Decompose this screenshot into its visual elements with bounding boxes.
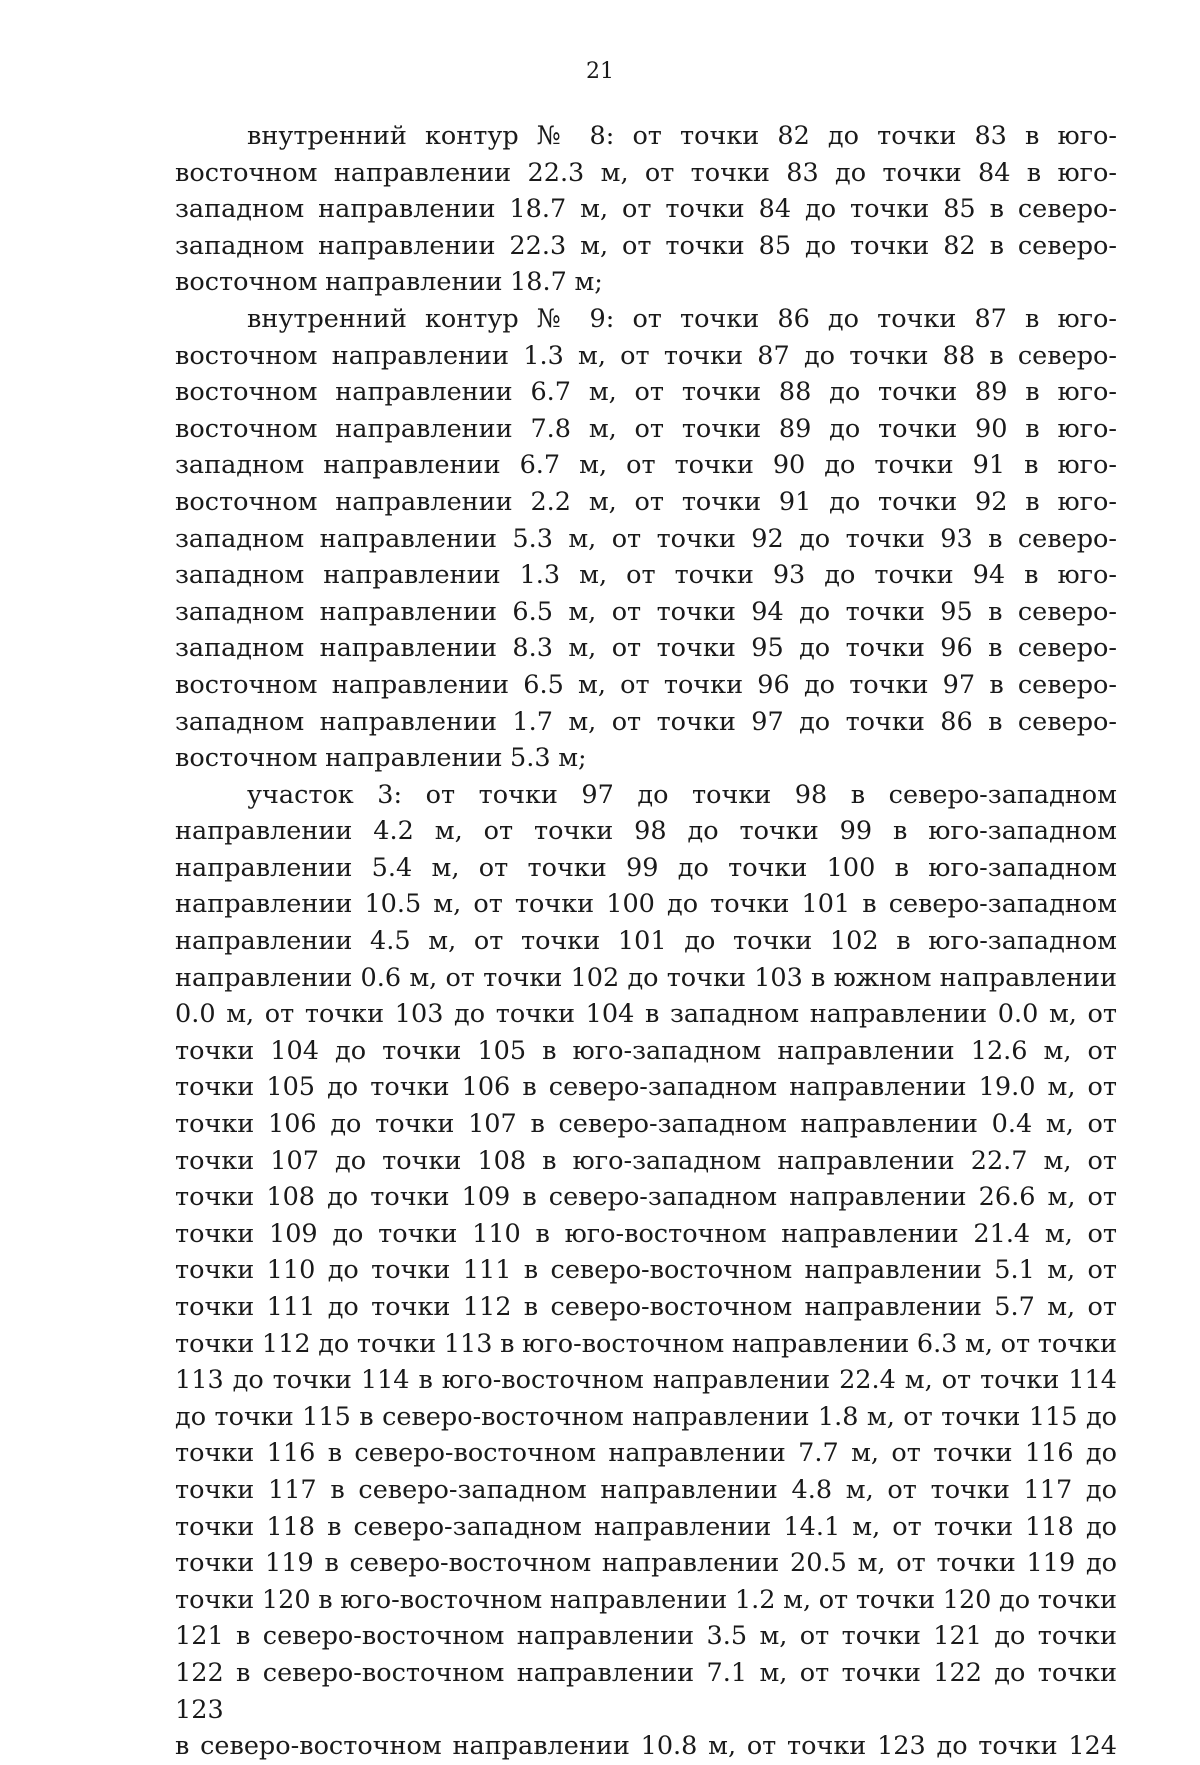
paragraph-inner-contour-8: внутренний контур № 8: от точки 82 до точки 83 в юго-восточном направлении 22.3 м, от точки 83 до точки 84 в юго-западном направлении 18.7 м, от точки 84 до точки 85 в северо-западном направлении 22.3 м, от точки 85 до точки 82 в северо-восточном направлении 18.7 м; [175,121,1117,298]
paragraph-inner-contour-9: внутренний контур № 9: от точки 86 до точки 87 в юго-восточном направлении 1.3 м, от точки 87 до точки 88 в северо-восточном направлении 6.7 м, от точки 88 до точки 89 в юго-восточном направлении 7.8 м, от точки 89 до точки 90 в юго-западном направлении 6.7 м, от точки 90 до точки 91 в юго-восточном направлении 2.2 м, от точки 91 до точки 92 в юго-западном направлении 5.3 м, от точки 92 до точки 93 в северо-западном направлении 1.3 м, от точки 93 до точки 94 в юго-западном направлении 6.5 м, от точки 94 до точки 95 в северо-западном направлении 8.3 м, от точки 95 до точки 96 в северо-восточном направлении 6.5 м, от точки 96 до точки 97 в северо-западном направлении 1.7 м, от точки 97 до точки 86 в северо-восточном направлении 5.3 м; [175,303,1117,774]
paragraph-section-3: участок 3: от точки 97 до точки 98 в северо-западном направлении 4.2 м, от точки 98 до точки 99 в юго-западном направлении 5.4 м, от точки 99 до точки 100 в юго-западном направлении 10.5 м, от точки 100 до точки 101 в северо-западном направлении 4.5 м, от точки 101 до точки 102 в юго-западном направлении 0.6 м, от точки 102 до точки 103 в южном направлении 0.0 м, от точки 103 до точки 104 в западном направлении 0.0 м, от точки 104 до точки 105 в юго-западном направлении 12.6 м, от точки 105 до точки 106 в северо-западном направлении 19.0 м, от точки 106 до точки 107 в северо-западном направлении 0.4 м, от точки 107 до точки 108 в юго-западном направлении 22.7 м, от точки 108 до точки 109 в северо-западном направлении 26.6 м, от точки 109 до точки 110 в юго-восточном направлении 21.4 м, от точки 110 до точки 111 в северо-восточном направлении 5.1 м, от точки 111 до точки 112 в северо-восточном направлении 5.7 м, от точки 112 до точки 113 в юго-восточном направлении 6.3 м, от точки 113 до точки 114 в юго-восточном направлении 22.4 м, от точки 114 до точки 115 в северо-восточном направлении 1.8 м, от точки 115 до точки 116 в северо-восточном направлении 7.7 м, от точки 116 до точки 117 в северо-западном направлении 4.8 м, от точки 117 до точки 118 в северо-западном направлении 14.1 м, от точки 118 до точки 119 в северо-восточном направлении 20.5 м, от точки 119 до точки 120 в юго-восточном направлении 1.2 м, от точки 120 до точки 121 в северо-восточном направлении 3.5 м, от точки 121 до точки 122 в северо-восточном направлении 7.1 м, от точки 122 до точки 123 [175,779,1117,1725]
page-number: 21 [586,59,614,84]
paragraph-continuation-line: в северо-восточном направлении 10.8 м, от точки 123 до точки 124 [175,1731,1117,1762]
document-body [175,118,1117,1765]
